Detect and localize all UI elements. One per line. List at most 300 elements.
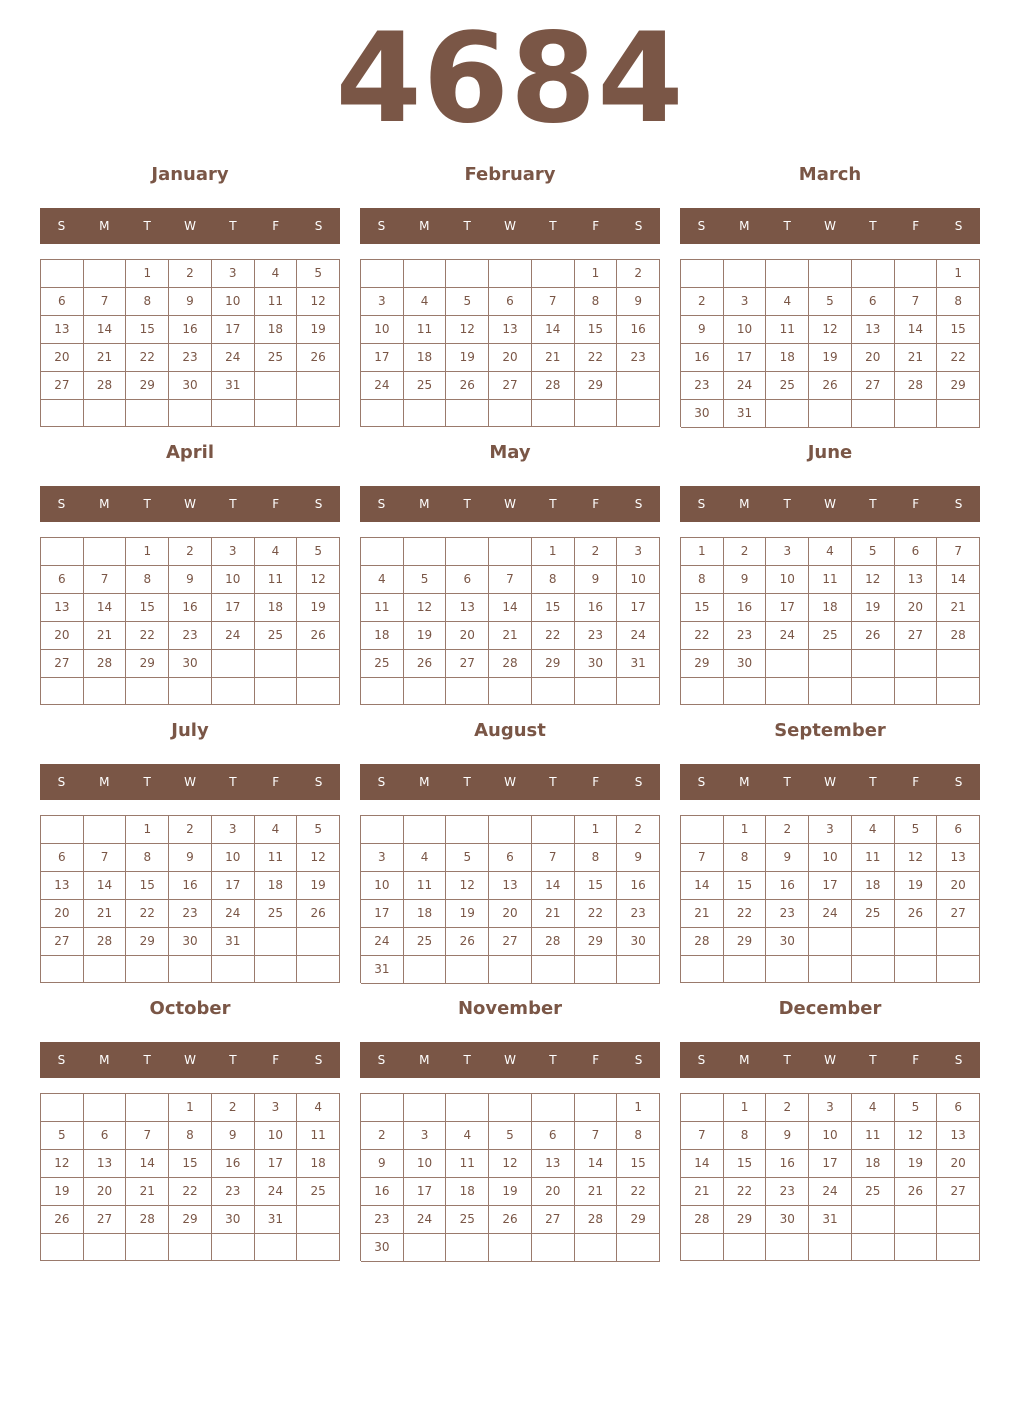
weekday-label: S	[57, 497, 66, 511]
weekday-label: S	[954, 775, 963, 789]
day-cell: 11	[446, 1150, 489, 1178]
day-cell: 12	[297, 288, 340, 316]
day-cell: 18	[404, 900, 447, 928]
day-cell: 17	[724, 344, 767, 372]
day-cell: 22	[724, 1178, 767, 1206]
empty-day-cell	[404, 816, 447, 844]
day-cell: 8	[724, 844, 767, 872]
day-cell: 5	[297, 260, 340, 288]
day-cell: 16	[169, 316, 212, 344]
weekday-label: F	[592, 775, 600, 789]
day-cell: 9	[617, 844, 660, 872]
empty-day-cell	[766, 956, 809, 983]
empty-day-cell	[446, 678, 489, 705]
day-cell: 19	[852, 594, 895, 622]
day-cell: 17	[255, 1150, 298, 1178]
day-cell: 7	[681, 844, 724, 872]
day-cell: 29	[532, 650, 575, 678]
day-cell: 19	[297, 594, 340, 622]
year-title: 4684	[335, 7, 685, 151]
empty-day-cell	[532, 956, 575, 984]
day-cell: 23	[681, 372, 724, 400]
empty-day-cell	[404, 538, 447, 566]
weekday-label: T	[549, 1053, 557, 1067]
day-cell: 9	[617, 288, 660, 316]
day-cell: 23	[617, 900, 660, 928]
weekday-header	[680, 764, 980, 800]
day-cell: 21	[84, 344, 127, 372]
empty-day-cell	[937, 1234, 980, 1261]
day-cell: 6	[84, 1122, 127, 1150]
day-cell: 29	[126, 650, 169, 678]
day-cell: 6	[937, 1094, 980, 1122]
weekday-label: W	[184, 775, 196, 789]
day-cell: 28	[126, 1206, 169, 1234]
empty-day-cell	[126, 400, 169, 427]
day-cell: 16	[617, 872, 660, 900]
empty-day-cell	[532, 678, 575, 705]
day-cell: 29	[126, 928, 169, 956]
empty-day-cell	[297, 678, 340, 705]
empty-day-cell	[489, 956, 532, 984]
weekday-label: S	[954, 219, 963, 233]
day-grid	[40, 537, 340, 705]
day-cell: 12	[404, 594, 447, 622]
day-cell: 31	[255, 1206, 298, 1234]
day-grid	[40, 1093, 340, 1261]
day-cell: 28	[84, 650, 127, 678]
weekday-label: S	[377, 219, 386, 233]
day-cell: 24	[361, 928, 404, 956]
weekday-label: S	[954, 1053, 963, 1067]
day-cell: 24	[724, 372, 767, 400]
day-cell: 7	[126, 1122, 169, 1150]
day-cell: 16	[766, 1150, 809, 1178]
day-cell: 31	[809, 1206, 852, 1234]
day-cell: 29	[681, 650, 724, 678]
day-cell: 27	[446, 650, 489, 678]
day-cell: 14	[575, 1150, 618, 1178]
empty-day-cell	[937, 678, 980, 705]
day-cell: 19	[297, 872, 340, 900]
day-cell: 1	[126, 260, 169, 288]
empty-day-cell	[41, 538, 84, 566]
day-cell: 22	[126, 900, 169, 928]
day-cell: 28	[681, 928, 724, 956]
day-cell: 3	[724, 288, 767, 316]
day-cell: 30	[766, 1206, 809, 1234]
empty-day-cell	[489, 816, 532, 844]
weekday-label: F	[912, 219, 920, 233]
empty-day-cell	[446, 816, 489, 844]
day-cell: 18	[809, 594, 852, 622]
weekday-label: S	[314, 775, 323, 789]
day-cell: 12	[489, 1150, 532, 1178]
empty-day-cell	[681, 956, 724, 983]
empty-day-cell	[212, 956, 255, 983]
month-june	[680, 435, 980, 705]
day-cell: 16	[724, 594, 767, 622]
day-cell: 15	[617, 1150, 660, 1178]
day-cell: 2	[724, 538, 767, 566]
weekday-label: M	[419, 219, 430, 233]
day-cell: 4	[809, 538, 852, 566]
weekday-label: T	[783, 497, 791, 511]
empty-day-cell	[895, 1206, 938, 1234]
day-cell: 31	[724, 400, 767, 428]
day-cell: 31	[617, 650, 660, 678]
day-cell: 29	[937, 372, 980, 400]
day-cell: 26	[446, 372, 489, 400]
empty-day-cell	[766, 650, 809, 678]
month-november	[360, 991, 660, 1261]
day-cell: 8	[126, 844, 169, 872]
day-cell: 27	[489, 928, 532, 956]
day-cell: 30	[724, 650, 767, 678]
month-name: September	[774, 720, 886, 741]
day-cell: 26	[809, 372, 852, 400]
day-cell: 19	[489, 1178, 532, 1206]
weekday-label: T	[463, 497, 471, 511]
weekday-label: M	[419, 775, 430, 789]
day-cell: 25	[404, 928, 447, 956]
day-cell: 2	[681, 288, 724, 316]
day-cell: 30	[169, 928, 212, 956]
empty-day-cell	[617, 372, 660, 400]
empty-day-cell	[489, 400, 532, 427]
day-cell: 31	[361, 956, 404, 984]
day-cell: 19	[404, 622, 447, 650]
day-cell: 8	[724, 1122, 767, 1150]
month-name: August	[474, 720, 546, 741]
empty-day-cell	[361, 400, 404, 427]
day-cell: 27	[41, 928, 84, 956]
day-cell: 27	[532, 1206, 575, 1234]
day-cell: 10	[809, 844, 852, 872]
day-cell: 18	[852, 872, 895, 900]
weekday-label: T	[869, 775, 877, 789]
day-cell: 21	[895, 344, 938, 372]
empty-day-cell	[766, 400, 809, 428]
day-cell: 17	[809, 872, 852, 900]
month-july	[40, 713, 340, 983]
weekday-label: W	[824, 775, 836, 789]
day-cell: 13	[41, 594, 84, 622]
empty-day-cell	[404, 956, 447, 984]
empty-day-cell	[937, 400, 980, 428]
empty-day-cell	[937, 928, 980, 956]
day-cell: 6	[489, 288, 532, 316]
empty-day-cell	[84, 816, 127, 844]
empty-day-cell	[404, 1234, 447, 1262]
day-cell: 23	[766, 1178, 809, 1206]
day-cell: 28	[895, 372, 938, 400]
day-cell: 9	[724, 566, 767, 594]
day-cell: 9	[169, 566, 212, 594]
empty-day-cell	[724, 1234, 767, 1261]
day-cell: 13	[937, 1122, 980, 1150]
day-cell: 24	[212, 900, 255, 928]
day-cell: 28	[532, 372, 575, 400]
day-cell: 30	[169, 372, 212, 400]
day-cell: 13	[937, 844, 980, 872]
empty-day-cell	[297, 928, 340, 956]
day-cell: 2	[766, 1094, 809, 1122]
day-cell: 1	[724, 1094, 767, 1122]
day-cell: 29	[724, 1206, 767, 1234]
day-cell: 20	[489, 344, 532, 372]
day-cell: 1	[575, 260, 618, 288]
day-cell: 19	[446, 344, 489, 372]
day-cell: 22	[681, 622, 724, 650]
empty-day-cell	[617, 1234, 660, 1262]
day-cell: 30	[766, 928, 809, 956]
day-cell: 3	[255, 1094, 298, 1122]
day-cell: 13	[852, 316, 895, 344]
day-cell: 28	[575, 1206, 618, 1234]
weekday-header	[360, 486, 660, 522]
day-cell: 28	[84, 372, 127, 400]
day-cell: 2	[575, 538, 618, 566]
day-cell: 12	[41, 1150, 84, 1178]
day-cell: 22	[126, 622, 169, 650]
day-cell: 25	[255, 900, 298, 928]
month-february	[360, 157, 660, 427]
day-cell: 25	[361, 650, 404, 678]
day-cell: 2	[617, 260, 660, 288]
day-cell: 27	[84, 1206, 127, 1234]
weekday-label: T	[783, 775, 791, 789]
day-cell: 6	[41, 844, 84, 872]
day-cell: 17	[361, 900, 404, 928]
empty-day-cell	[212, 650, 255, 678]
weekday-label: T	[549, 219, 557, 233]
day-cell: 3	[212, 260, 255, 288]
empty-day-cell	[617, 400, 660, 427]
day-cell: 4	[297, 1094, 340, 1122]
day-cell: 26	[895, 900, 938, 928]
day-cell: 23	[169, 622, 212, 650]
day-cell: 30	[575, 650, 618, 678]
day-cell: 18	[852, 1150, 895, 1178]
day-cell: 16	[617, 316, 660, 344]
month-october	[40, 991, 340, 1261]
day-cell: 6	[937, 816, 980, 844]
month-name: October	[149, 998, 231, 1019]
empty-day-cell	[297, 650, 340, 678]
day-cell: 17	[404, 1178, 447, 1206]
day-cell: 16	[169, 872, 212, 900]
empty-day-cell	[532, 260, 575, 288]
empty-day-cell	[937, 1206, 980, 1234]
day-cell: 8	[575, 844, 618, 872]
day-cell: 12	[446, 872, 489, 900]
weekday-label: M	[99, 775, 110, 789]
day-cell: 10	[809, 1122, 852, 1150]
weekday-label: S	[314, 1053, 323, 1067]
weekday-label: F	[272, 1053, 280, 1067]
day-cell: 15	[169, 1150, 212, 1178]
day-cell: 11	[809, 566, 852, 594]
day-grid	[360, 1093, 660, 1261]
day-cell: 4	[255, 260, 298, 288]
empty-day-cell	[532, 1094, 575, 1122]
day-cell: 17	[617, 594, 660, 622]
empty-day-cell	[169, 1234, 212, 1261]
weekday-header	[40, 1042, 340, 1078]
weekday-label: S	[634, 497, 643, 511]
day-cell: 23	[617, 344, 660, 372]
day-cell: 27	[489, 372, 532, 400]
weekday-label: S	[634, 219, 643, 233]
weekday-label: T	[463, 219, 471, 233]
weekday-label: W	[504, 219, 516, 233]
day-cell: 11	[852, 1122, 895, 1150]
empty-day-cell	[169, 678, 212, 705]
day-cell: 1	[169, 1094, 212, 1122]
day-cell: 7	[895, 288, 938, 316]
day-cell: 18	[404, 344, 447, 372]
day-cell: 28	[489, 650, 532, 678]
day-cell: 1	[575, 816, 618, 844]
day-cell: 6	[532, 1122, 575, 1150]
day-cell: 15	[937, 316, 980, 344]
day-cell: 23	[361, 1206, 404, 1234]
day-cell: 9	[766, 1122, 809, 1150]
day-cell: 4	[852, 816, 895, 844]
empty-day-cell	[895, 400, 938, 428]
day-cell: 28	[681, 1206, 724, 1234]
day-cell: 10	[212, 288, 255, 316]
day-cell: 3	[212, 816, 255, 844]
day-cell: 8	[937, 288, 980, 316]
empty-day-cell	[446, 400, 489, 427]
empty-day-cell	[84, 538, 127, 566]
empty-day-cell	[41, 260, 84, 288]
day-cell: 2	[766, 816, 809, 844]
weekday-label: S	[697, 497, 706, 511]
weekday-label: T	[143, 497, 151, 511]
day-cell: 10	[766, 566, 809, 594]
day-cell: 2	[212, 1094, 255, 1122]
day-cell: 22	[532, 622, 575, 650]
day-cell: 2	[361, 1122, 404, 1150]
empty-day-cell	[84, 956, 127, 983]
empty-day-cell	[724, 678, 767, 705]
day-cell: 25	[297, 1178, 340, 1206]
day-cell: 21	[84, 900, 127, 928]
day-cell: 10	[361, 316, 404, 344]
day-cell: 15	[575, 872, 618, 900]
empty-day-cell	[809, 956, 852, 983]
empty-day-cell	[404, 678, 447, 705]
day-cell: 22	[617, 1178, 660, 1206]
empty-day-cell	[852, 678, 895, 705]
empty-day-cell	[575, 956, 618, 984]
empty-day-cell	[361, 816, 404, 844]
weekday-header	[40, 486, 340, 522]
day-cell: 13	[532, 1150, 575, 1178]
weekday-label: W	[504, 1053, 516, 1067]
day-cell: 10	[724, 316, 767, 344]
day-cell: 20	[446, 622, 489, 650]
day-cell: 5	[446, 288, 489, 316]
day-cell: 21	[126, 1178, 169, 1206]
empty-day-cell	[489, 260, 532, 288]
weekday-header	[40, 764, 340, 800]
day-cell: 16	[361, 1178, 404, 1206]
day-cell: 5	[895, 1094, 938, 1122]
weekday-header	[680, 1042, 980, 1078]
weekday-label: M	[739, 775, 750, 789]
empty-day-cell	[895, 260, 938, 288]
weekday-label: F	[592, 219, 600, 233]
day-cell: 4	[852, 1094, 895, 1122]
day-cell: 17	[766, 594, 809, 622]
empty-day-cell	[84, 1094, 127, 1122]
day-cell: 18	[297, 1150, 340, 1178]
weekday-label: T	[229, 497, 237, 511]
day-cell: 26	[297, 900, 340, 928]
day-cell: 22	[724, 900, 767, 928]
weekday-label: S	[697, 775, 706, 789]
empty-day-cell	[404, 1094, 447, 1122]
day-cell: 25	[766, 372, 809, 400]
day-cell: 5	[809, 288, 852, 316]
day-cell: 11	[852, 844, 895, 872]
weekday-label: T	[869, 497, 877, 511]
weekday-label: S	[57, 219, 66, 233]
weekday-label: W	[824, 1053, 836, 1067]
day-cell: 7	[575, 1122, 618, 1150]
empty-day-cell	[297, 1206, 340, 1234]
day-cell: 5	[895, 816, 938, 844]
day-cell: 7	[681, 1122, 724, 1150]
weekday-label: W	[184, 497, 196, 511]
day-cell: 20	[937, 1150, 980, 1178]
day-cell: 11	[255, 566, 298, 594]
empty-day-cell	[617, 956, 660, 984]
day-cell: 26	[404, 650, 447, 678]
empty-day-cell	[489, 538, 532, 566]
day-grid	[680, 815, 980, 983]
weekday-label: T	[549, 497, 557, 511]
day-cell: 25	[446, 1206, 489, 1234]
empty-day-cell	[169, 400, 212, 427]
day-cell: 1	[681, 538, 724, 566]
day-grid	[360, 537, 660, 705]
month-april	[40, 435, 340, 705]
day-cell: 22	[575, 344, 618, 372]
day-cell: 31	[212, 372, 255, 400]
day-cell: 7	[84, 288, 127, 316]
day-cell: 11	[255, 844, 298, 872]
day-cell: 16	[169, 594, 212, 622]
empty-day-cell	[895, 928, 938, 956]
empty-day-cell	[766, 260, 809, 288]
day-cell: 26	[297, 344, 340, 372]
empty-day-cell	[852, 400, 895, 428]
day-cell: 28	[532, 928, 575, 956]
weekday-label: T	[229, 775, 237, 789]
day-cell: 28	[84, 928, 127, 956]
day-cell: 16	[766, 872, 809, 900]
day-grid	[680, 1093, 980, 1261]
day-cell: 3	[361, 288, 404, 316]
empty-day-cell	[489, 678, 532, 705]
empty-day-cell	[126, 1234, 169, 1261]
weekday-label: W	[504, 497, 516, 511]
